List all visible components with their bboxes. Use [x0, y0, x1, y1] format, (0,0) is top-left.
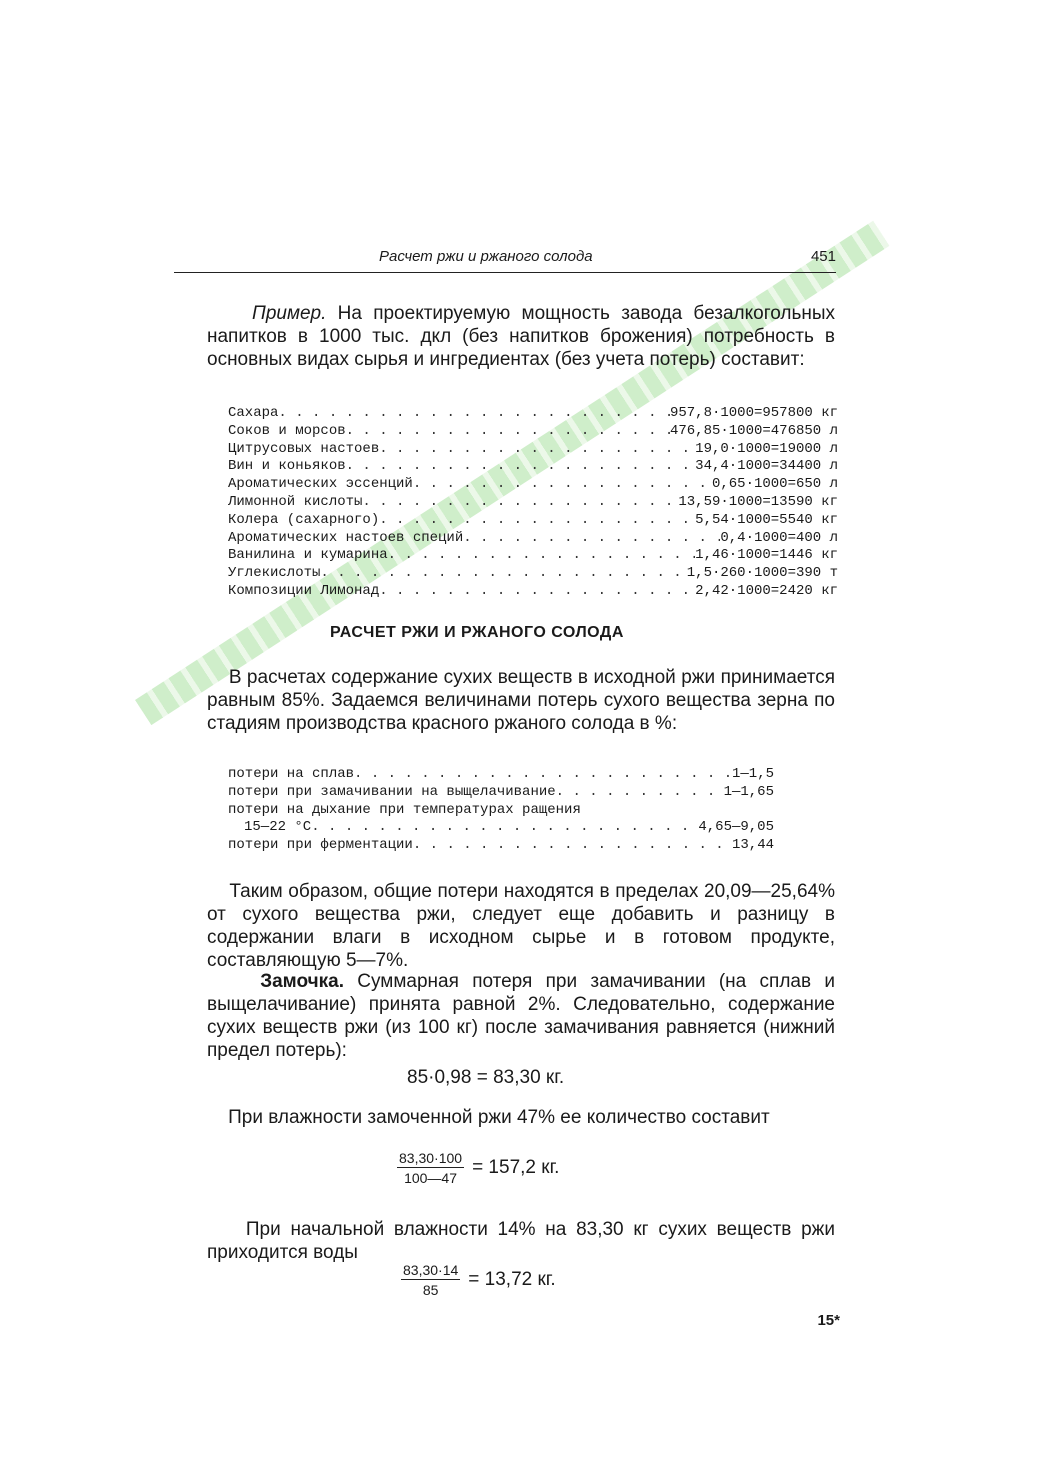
- fraction-denominator: 100—47: [404, 1170, 457, 1186]
- example-paragraph: [207, 302, 835, 371]
- list-item: Лимонной кислоты . . . 13,59·1000=13590 кг: [228, 494, 838, 512]
- formula-result: = 157,2 кг.: [472, 1157, 560, 1178]
- ingredients-list: [228, 405, 838, 601]
- fraction: [401, 1262, 460, 1298]
- initial-moisture-text: При начальной влажности 14% на 83,30 кг сухих веществ ржи приходится воды: [207, 1219, 835, 1263]
- losses-list: [228, 766, 774, 855]
- moisture-paragraph: [207, 1106, 835, 1129]
- intro-paragraph: [207, 666, 835, 735]
- formula-3: [401, 1262, 556, 1298]
- list-item: потери при ферментации . . . 13,44: [228, 837, 774, 855]
- soaking-text: Суммарная потеря при замачивании (на сплав и выщелачивание) принята равной 2%. Следовательно, содержание сухих веществ ржи (из 100 кг) после замачивания равняется (нижний предел потерь):: [207, 971, 835, 1061]
- formula-1: 85·0,98 = 83,30 кг.: [407, 1067, 565, 1088]
- example-text: На проектируемую мощность завода безалкогольных напитков в 1000 тыс. дкл (без напитков брожения) потребность в основных видах сырья и ингредиентах (без учета потерь) составит:: [207, 303, 835, 370]
- fraction-denominator: 85: [422, 1282, 439, 1298]
- list-item: Вин и коньяков . . . 34,4·1000=34400 л: [228, 458, 838, 476]
- formula-2: [397, 1150, 559, 1186]
- intro-text: В расчетах содержание сухих веществ в исходной ржи принимается равным 85%. Задаемся величинами потерь сухого вещества зерна по стадиям производства красного ржаного солода в %:: [207, 667, 835, 734]
- list-item: Цитрусовых настоев . . . 19,0·1000=19000 л: [228, 441, 838, 459]
- list-item: Композиции Лимонад . . . 2,42·1000=2420 кг: [228, 583, 838, 601]
- list-item: Колера (сахарного) . . . 5,54·1000=5540 кг: [228, 512, 838, 530]
- list-item: Ароматических настоев специй . . . 0,4·1000=400 л: [228, 530, 838, 548]
- example-label: Пример.: [252, 303, 327, 324]
- formula-result: = 13,72 кг.: [468, 1269, 556, 1290]
- summary-paragraph: [207, 880, 835, 972]
- soaking-paragraph: [207, 970, 835, 1062]
- signature-mark: 15*: [817, 1312, 840, 1329]
- list-item: Соков и морсов . . . 476,85·1000=476850 л: [228, 423, 838, 441]
- list-item: 15—22 °C . . . 4,65—9,05: [228, 819, 774, 837]
- fraction: [397, 1150, 464, 1186]
- list-item: потери на дыхание при температурах ращения: [228, 801, 581, 818]
- list-item: Сахара . . . 957,8·1000=957800 кг: [228, 405, 838, 423]
- running-header: [174, 248, 836, 273]
- summary-text: Таким образом, общие потери находятся в пределах 20,09—25,64% от сухого вещества ржи, следует еще добавить и разницу в содержании влаги в исходном сырье и в готовом продукте, составляющую 5—7%.: [207, 881, 835, 971]
- page-number: 451: [810, 248, 836, 265]
- section-title: РАСЧЕТ РЖИ И РЖАНОГО СОЛОДА: [330, 624, 624, 641]
- list-item: потери на сплав . . . 1—1,5: [228, 766, 774, 784]
- soaking-label: Замочка.: [260, 971, 344, 992]
- list-item: Ванилина и кумарина . . . 1,46·1000=1446 кг: [228, 547, 838, 565]
- list-item: потери при замачивании на выщелачивание . . . 1—1,65: [228, 784, 774, 802]
- header-title: Расчет ржи и ржаного солода: [379, 248, 593, 265]
- list-item: Ароматических эссенций . . . 0,65·1000=650 л: [228, 476, 838, 494]
- fraction-numerator: 83,30·14: [403, 1262, 459, 1278]
- fraction-numerator: 83,30·100: [399, 1150, 463, 1166]
- list-item: Углекислоты . . . 1,5·260·1000=390 т: [228, 565, 838, 583]
- moisture-text: При влажности замоченной ржи 47% ее количество составит: [228, 1107, 770, 1128]
- initial-moisture-paragraph: [207, 1218, 835, 1264]
